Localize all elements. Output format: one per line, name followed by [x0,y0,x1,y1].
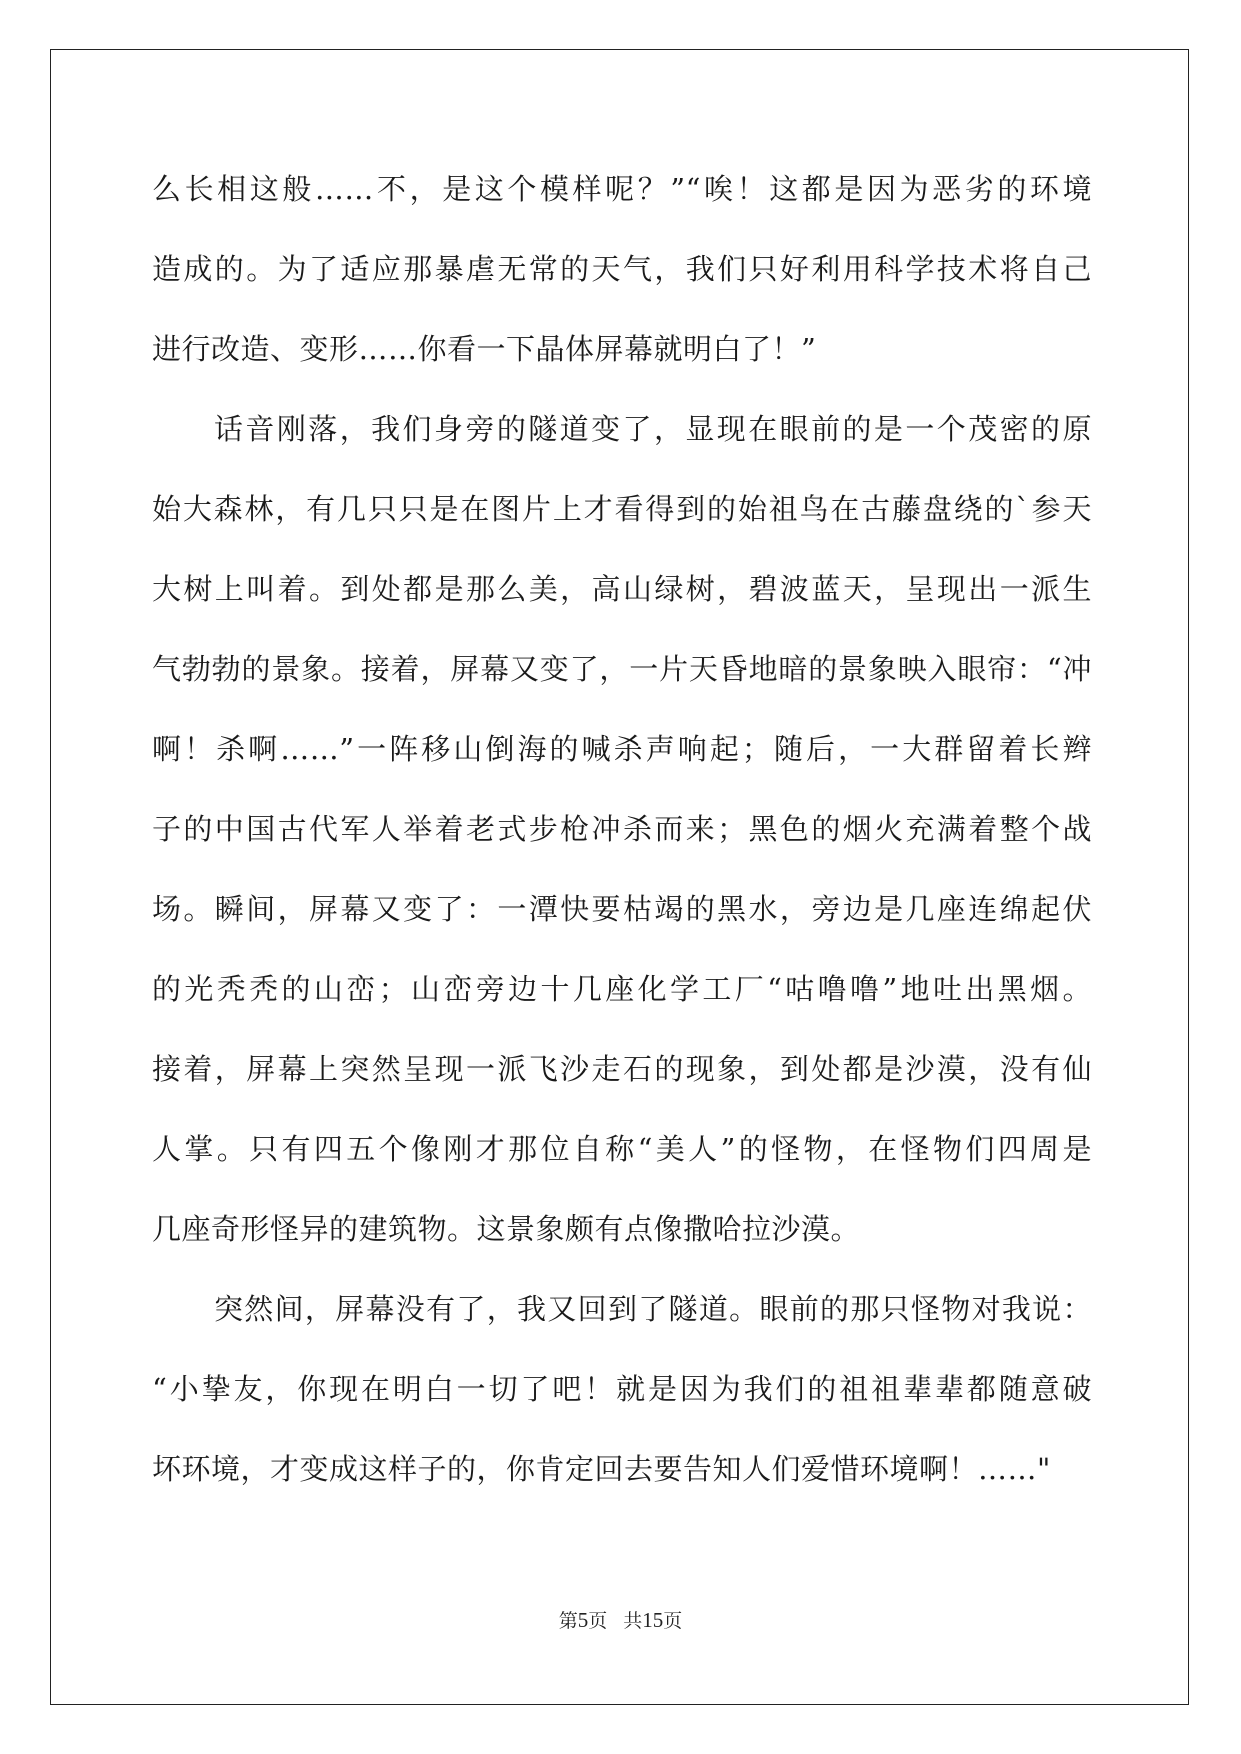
total-pages: 15 [642,1608,664,1632]
text-line: 坏环境，才变成这样子的，你肯定回去要告知人们爱惜环境啊！……" [152,1452,1051,1486]
text-line: 的光秃秃的山峦；山峦旁边十几座化学工厂“咕噜噜”地吐出黑烟。 [152,972,1092,1006]
text-line: 接着，屏幕上突然呈现一派飞沙走石的现象，到处都是沙漠，没有仙 [152,1052,1092,1086]
page-prefix: 第 [558,1610,578,1632]
text-line: 话音刚落，我们身旁的隧道变了，显现在眼前的是一个茂密的原 [214,412,1092,446]
text-line: 进行改造、变形……你看一下晶体屏幕就明白了！” [152,332,817,366]
text-line: 突然间，屏幕没有了，我又回到了隧道。眼前的那只怪物对我说： [214,1292,1092,1326]
page-number: 5 [577,1608,589,1632]
text-line: 人掌。只有四五个像刚才那位自称“美人”的怪物，在怪物们四周是 [152,1132,1092,1166]
text-line: 么长相这般……不，是这个模样呢？”“唉！这都是因为恶劣的环境 [152,172,1092,206]
text-line: 造成的。为了适应那暴虐无常的天气，我们只好利用科学技术将自己 [152,252,1092,286]
text-line: 几座奇形怪异的建筑物。这景象颇有点像撒哈拉沙漠。 [152,1212,861,1246]
document-body [152,159,1092,1519]
text-line: 始大森林，有几只只是在图片上才看得到的始祖鸟在古藤盘绕的`参天 [152,492,1092,526]
text-line: 场。瞬间，屏幕又变了：一潭快要枯竭的黑水，旁边是几座连绵起伏 [152,892,1092,926]
page-footer [0,1606,1241,1633]
text-line: 大树上叫着。到处都是那么美，高山绿树，碧波蓝天，呈现出一派生 [152,572,1092,606]
text-line: 子的中国古代军人举着老式步枪冲杀而来；黑色的烟火充满着整个战 [152,812,1092,846]
text-line: 气勃勃的景象。接着，屏幕又变了，一片天昏地暗的景象映入眼帘：“冲 [152,652,1092,686]
text-line: “小挚友，你现在明白一切了吧！就是因为我们的祖祖辈辈都随意破 [152,1372,1092,1406]
total-suffix: 页 [663,1610,683,1632]
text-line: 啊！杀啊……”一阵移山倒海的喊杀声响起；随后，一大群留着长辫 [152,732,1092,766]
total-prefix: 共 [623,1610,643,1632]
page-suffix: 页 [588,1610,608,1632]
